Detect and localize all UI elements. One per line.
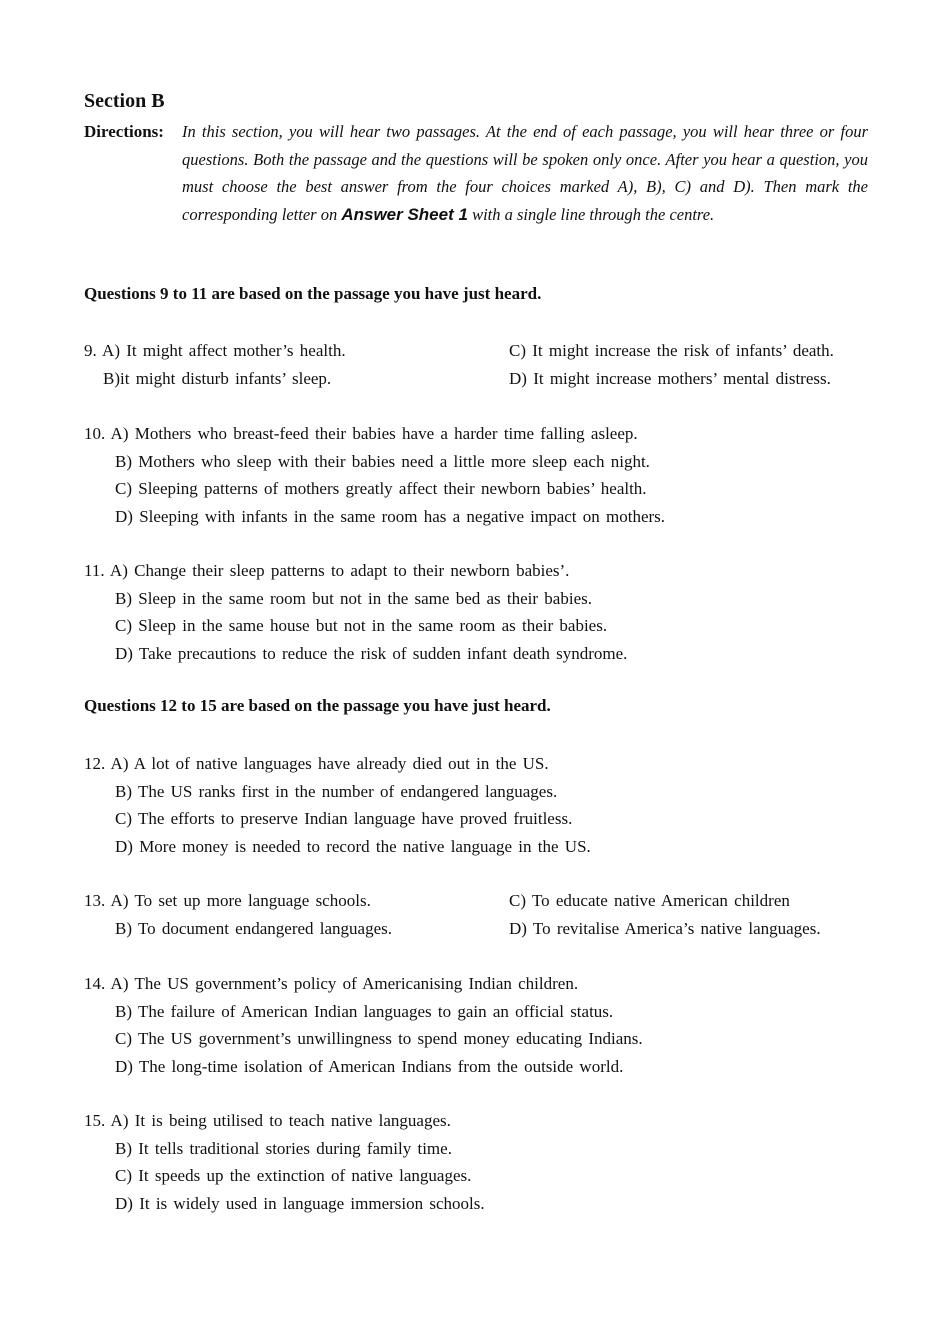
question-14-option-a: 14. A) The US government’s policy of Americanising Indian children. xyxy=(84,974,579,993)
question-11-option-c: C) Sleep in the same house but not in the same room as their babies. xyxy=(115,616,608,635)
question-10-option-a: 10. A) Mothers who breast-feed their babies have a harder time falling asleep. xyxy=(84,424,638,443)
question-11-option-b: B) Sleep in the same room but not in the same bed as their babies. xyxy=(115,588,592,608)
directions-label: Directions: xyxy=(84,122,164,141)
question-9-option-d: D) It might increase mothers’ mental distress. xyxy=(509,368,831,388)
question-9-option-b: B)it might disturb infants’ sleep. xyxy=(103,368,332,388)
question-14-option-d: D) The long-time isolation of American Indians from the outside world. xyxy=(115,1056,624,1076)
answer-sheet-reference: Answer Sheet 1 xyxy=(341,204,468,224)
question-13-option-d: D) To revitalise America’s native languages. xyxy=(509,918,821,938)
question-9-option-c: C) It might increase the risk of infants’ death. xyxy=(509,341,834,360)
question-12-option-d: D) More money is needed to record the native language in the US. xyxy=(115,836,591,856)
question-11 xyxy=(84,557,884,667)
group-heading-9-11: Questions 9 to 11 are based on the passage you have just heard. xyxy=(84,284,542,303)
question-12 xyxy=(84,750,884,860)
question-13 xyxy=(84,887,884,942)
question-15-option-b: B) It tells traditional stories during family time. xyxy=(115,1138,452,1158)
directions-text-before: In this section, you will hear two passages. At the end of each passage, you will hear three or four questions. Both the passage and the questions will be spoken only once. After you hear a question, you must choose the best answer from the four choices marked A), B), C) and D). Then mark the corresponding letter on xyxy=(182,122,868,224)
question-10-option-b: B) Mothers who sleep with their babies need a little more sleep each night. xyxy=(115,451,650,471)
question-12-option-c: C) The efforts to preserve Indian language have proved fruitless. xyxy=(115,809,573,828)
question-14-option-b: B) The failure of American Indian languages to gain an official status. xyxy=(115,1001,614,1021)
question-12-option-b: B) The US ranks first in the number of endangered languages. xyxy=(115,781,558,801)
question-9 xyxy=(84,337,884,392)
question-14 xyxy=(84,970,884,1080)
question-12-option-a: 12. A) A lot of native languages have already died out in the US. xyxy=(84,754,549,773)
section-title: Section B xyxy=(84,90,165,112)
exam-page xyxy=(84,88,868,1213)
question-15-option-d: D) It is widely used in language immersion schools. xyxy=(115,1193,485,1213)
group-heading-12-15: Questions 12 to 15 are based on the passage you have just heard. xyxy=(84,696,551,715)
question-15-option-c: C) It speeds up the extinction of native languages. xyxy=(115,1166,472,1185)
directions-text xyxy=(182,118,868,228)
question-15 xyxy=(84,1107,884,1217)
question-10-option-c: C) Sleeping patterns of mothers greatly affect their newborn babies’ health. xyxy=(115,479,647,498)
question-10 xyxy=(84,420,884,530)
question-14-option-c: C) The US government’s unwillingness to spend money educating Indians. xyxy=(115,1029,643,1048)
question-13-option-b: B) To document endangered languages. xyxy=(115,918,392,938)
question-13-option-a: 13. A) To set up more language schools. xyxy=(84,891,371,910)
question-9-option-a: 9. A) It might affect mother’s health. xyxy=(84,341,346,360)
directions xyxy=(84,118,868,228)
question-13-option-c: C) To educate native American children xyxy=(509,891,790,910)
question-11-option-d: D) Take precautions to reduce the risk of sudden infant death syndrome. xyxy=(115,643,628,663)
directions-text-after: with a single line through the centre. xyxy=(467,204,715,224)
question-11-option-a: 11. A) Change their sleep patterns to adapt to their newborn babies’. xyxy=(84,561,570,580)
question-15-option-a: 15. A) It is being utilised to teach native languages. xyxy=(84,1111,451,1130)
question-10-option-d: D) Sleeping with infants in the same room has a negative impact on mothers. xyxy=(115,506,666,526)
